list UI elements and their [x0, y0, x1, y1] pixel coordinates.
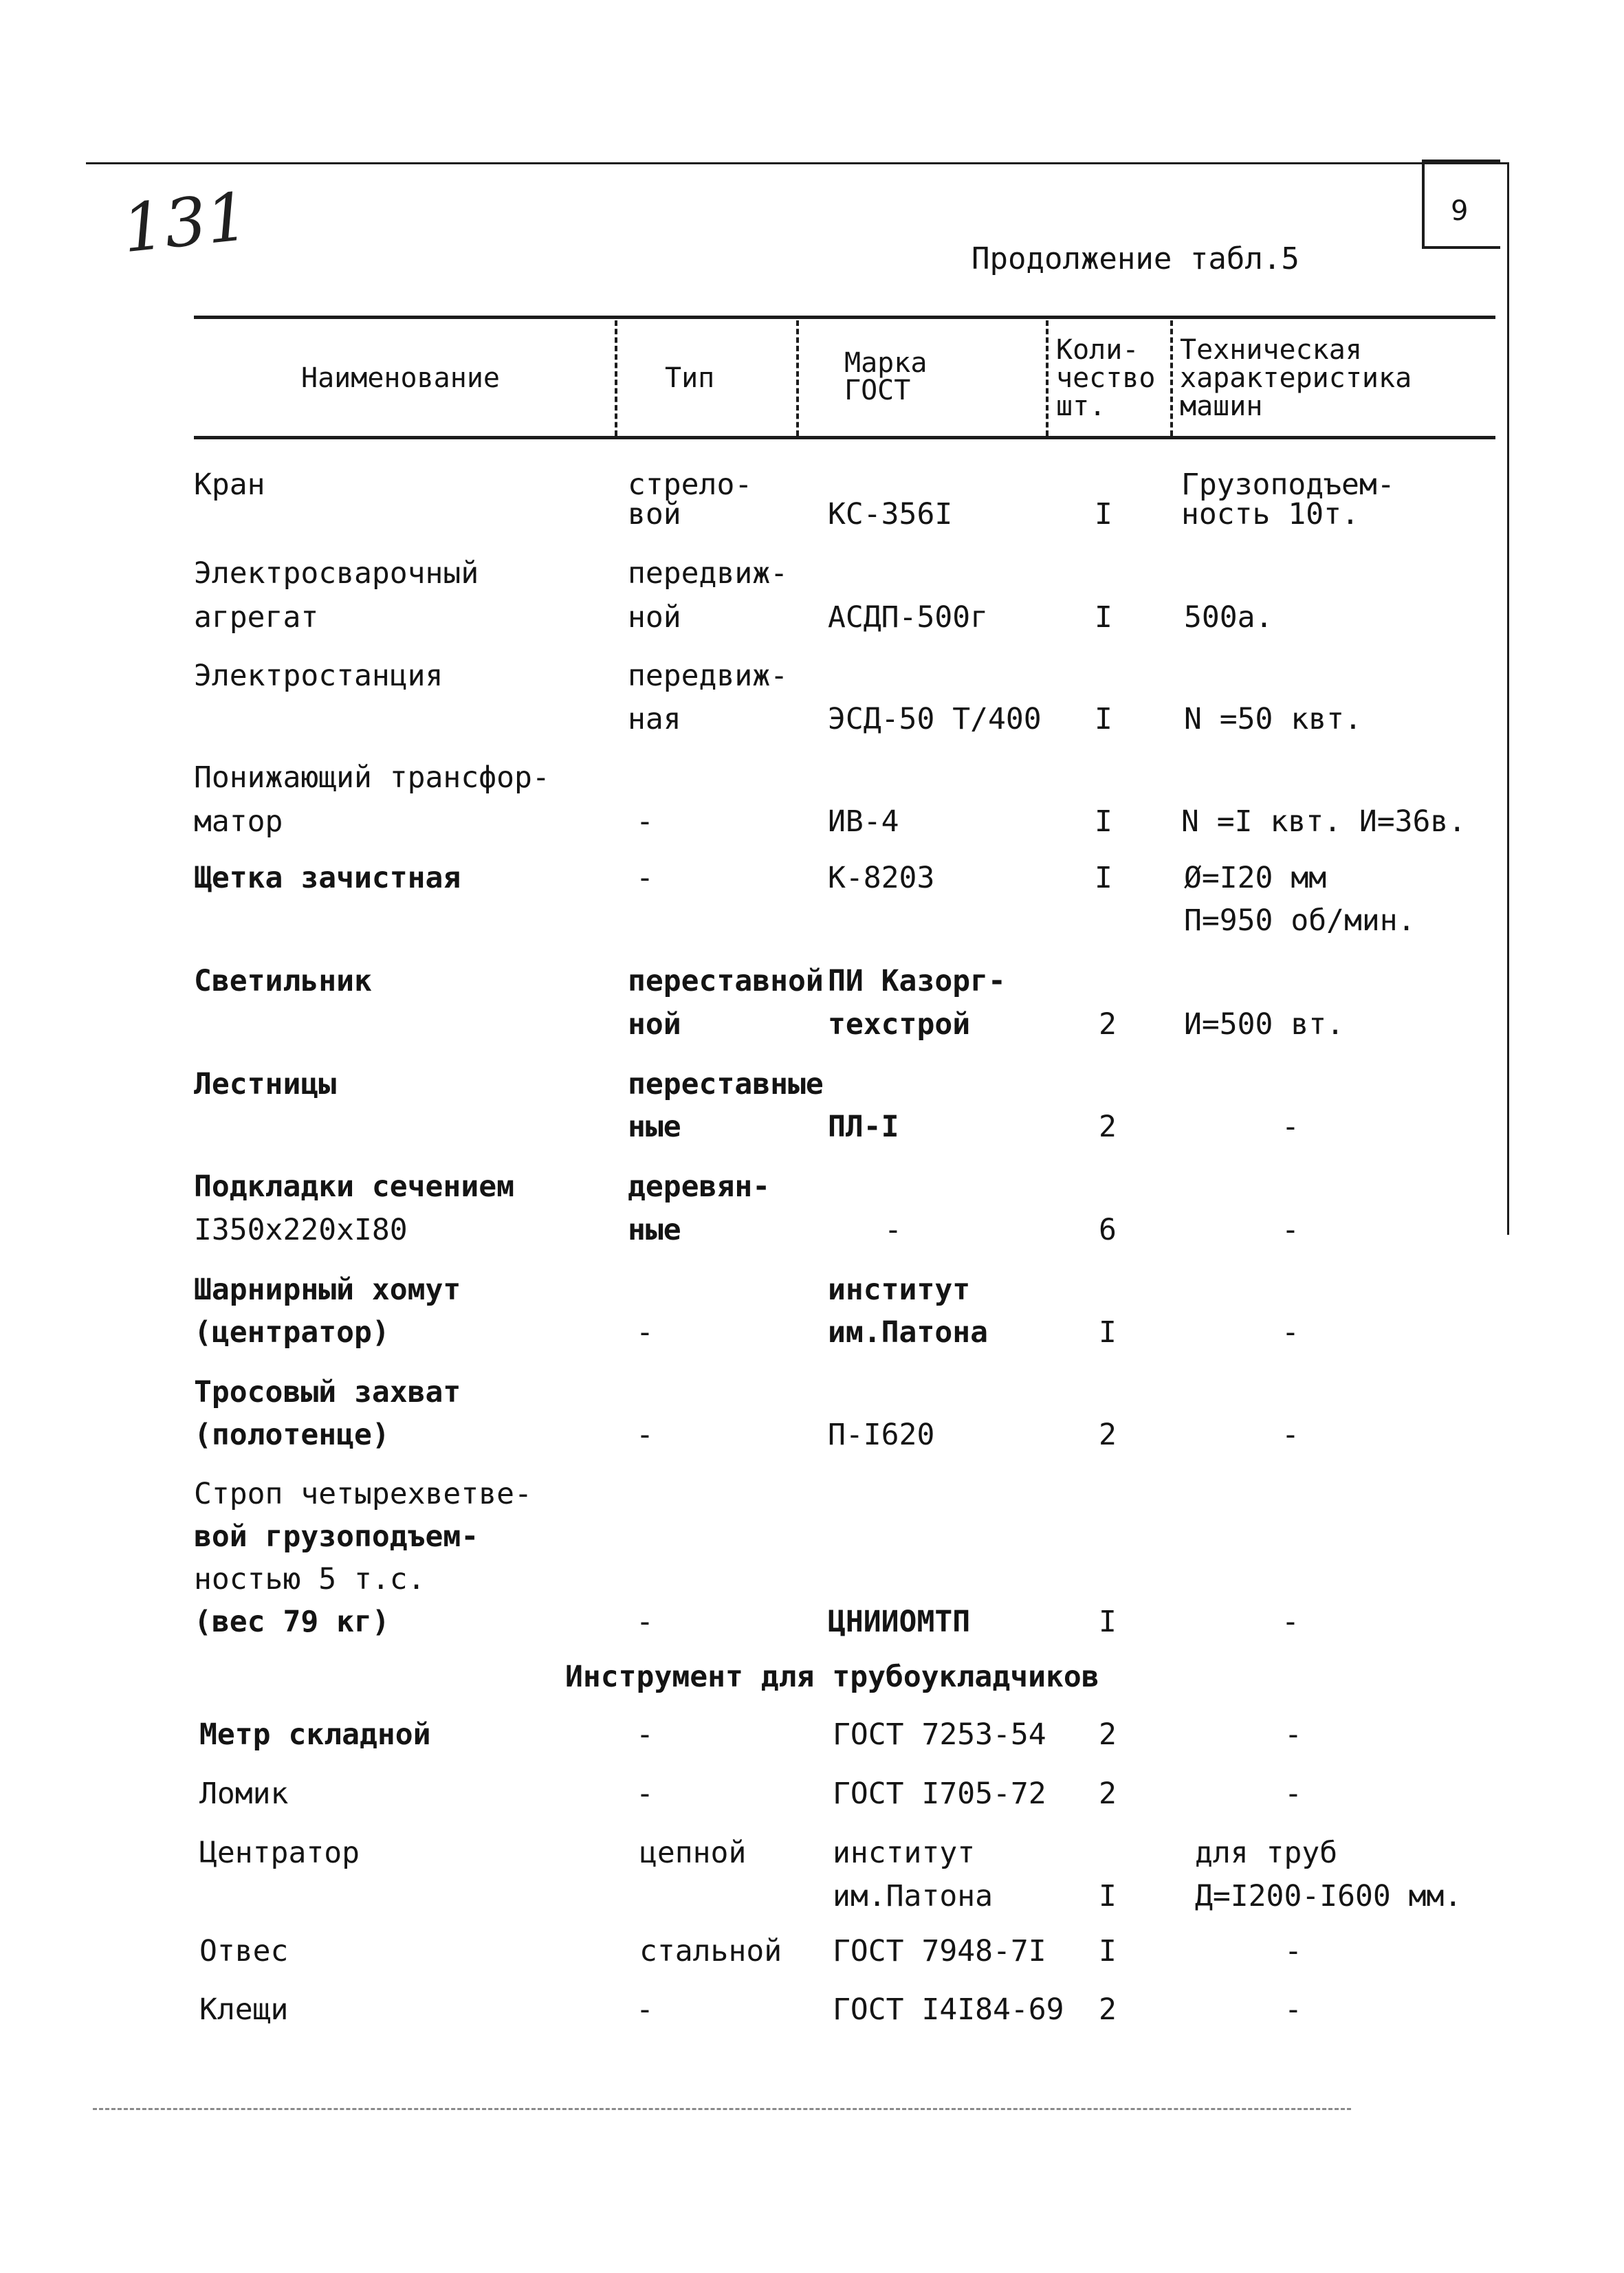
row-9-name-2: (полотенце) [194, 1418, 390, 1452]
row-0-type-2: вой [628, 497, 681, 531]
row-9-qty: 2 [1099, 1418, 1117, 1452]
row-6-type-2: ные [628, 1110, 681, 1144]
section-row-0-tech: - [1284, 1717, 1302, 1752]
section-row-4-tech: - [1284, 1992, 1302, 2027]
header-qty-2: чество [1056, 362, 1156, 394]
row-4-mark: К-8203 [828, 861, 935, 895]
section-row-3-name: Отвес [199, 1934, 289, 1968]
row-3-tech: N =I квт. И=36в. [1181, 804, 1467, 839]
section-row-0-name: Метр складной [199, 1717, 431, 1752]
handwritten-page-number: 131 [118, 177, 252, 268]
row-3-type: - [636, 804, 654, 839]
row-0-qty: I [1095, 497, 1112, 531]
table-header-bottom-rule [194, 436, 1495, 439]
row-0-tech-2: ность 10т. [1181, 497, 1359, 531]
section-row-2-qty: I [1099, 1879, 1117, 1913]
section-row-4-qty: 2 [1099, 1992, 1117, 2027]
row-4-qty: I [1095, 861, 1112, 895]
row-2-mark: ЭСД-50 Т/400 [828, 702, 1042, 736]
row-10-name-3: ностью 5 т.с. [194, 1562, 426, 1596]
row-4-type: - [636, 861, 654, 895]
header-divider-3 [1046, 320, 1049, 436]
header-tech-2: характеристика [1180, 362, 1412, 394]
row-1-tech: 500а. [1184, 600, 1273, 635]
section-row-1-tech: - [1284, 1777, 1302, 1811]
section-row-3-mark: ГОСТ 7948-7I [833, 1934, 1046, 1968]
section-row-4-name: Клещи [199, 1992, 289, 2027]
row-4-tech-1: Ø=I20 мм [1184, 861, 1327, 895]
row-5-name: Светильник [194, 964, 372, 998]
row-0-name: Кран [194, 468, 265, 502]
row-1-qty: I [1095, 600, 1112, 635]
row-8-name-1: Шарнирный хомут [194, 1273, 461, 1307]
row-8-mark-1: институт [828, 1273, 971, 1307]
row-9-name-1: Тросовый захват [194, 1375, 461, 1409]
row-7-qty: 6 [1099, 1213, 1117, 1247]
section-row-3-type: стальной [639, 1934, 782, 1968]
row-6-name: Лестницы [194, 1067, 337, 1101]
row-4-tech-2: П=950 об/мин. [1184, 903, 1416, 938]
row-10-mark: ЦНИИОМТП [828, 1605, 971, 1639]
section-row-4-type: - [636, 1992, 654, 2027]
row-2-name: Электростанция [194, 659, 443, 693]
section-row-2-name: Центратор [199, 1836, 360, 1870]
row-2-type-1: передвиж- [628, 659, 788, 693]
section-row-0-mark: ГОСТ 7253-54 [833, 1717, 1046, 1752]
top-rule [86, 162, 1509, 164]
row-3-name-1: Понижающий трансфор- [194, 760, 550, 795]
row-3-name-2: матор [194, 804, 283, 839]
table-top-rule [194, 316, 1495, 319]
row-7-type-1: деревян- [628, 1170, 771, 1204]
row-8-qty: I [1099, 1315, 1117, 1350]
row-7-type-2: ные [628, 1213, 681, 1247]
header-qty-3: шт. [1056, 391, 1106, 422]
row-1-name-2: агрегат [194, 600, 319, 635]
header-mark-1: Марка [844, 347, 928, 379]
header-qty-1: Коли- [1056, 334, 1139, 366]
row-6-mark: ПЛ-I [828, 1110, 899, 1144]
section-title: Инструмент для трубоукладчиков [565, 1660, 1099, 1694]
row-10-name-1: Строп четырехветве- [194, 1477, 532, 1511]
row-8-tech: - [1282, 1315, 1299, 1350]
row-5-type-2: ной [628, 1007, 681, 1042]
header-type: Тип [665, 362, 715, 394]
row-6-type-1: переставные [628, 1067, 824, 1101]
row-7-tech: - [1282, 1213, 1299, 1247]
row-9-mark: П-I620 [828, 1418, 935, 1452]
section-row-2-tech-2: Д=I200-I600 мм. [1195, 1879, 1462, 1913]
row-0-type-1: стрело- [628, 468, 753, 502]
bottom-faint-rule [93, 2108, 1351, 2110]
continuation-caption: Продолжение табл.5 [972, 241, 1299, 276]
row-5-type-1: переставной [628, 964, 824, 998]
row-2-tech: N =50 квт. [1184, 702, 1362, 736]
header-divider-2 [796, 320, 799, 436]
row-10-name-4: (вес 79 кг) [194, 1605, 390, 1639]
row-8-mark-2: им.Патона [828, 1315, 988, 1350]
row-6-tech: - [1282, 1110, 1299, 1144]
row-9-tech: - [1282, 1418, 1299, 1452]
header-tech-1: Техническая [1180, 334, 1362, 366]
row-7-name-1: Подкладки сечением [194, 1170, 514, 1204]
section-row-2-type: цепной [639, 1836, 747, 1870]
row-3-mark: ИВ-4 [828, 804, 899, 839]
row-5-tech: И=500 вт. [1184, 1007, 1344, 1042]
row-8-name-2: (центратор) [194, 1315, 390, 1350]
row-7-mark: - [884, 1213, 902, 1247]
row-5-qty: 2 [1099, 1007, 1117, 1042]
row-5-mark-2: техстрой [828, 1007, 971, 1042]
header-mark-2: ГОСТ [844, 375, 911, 406]
header-name: Наименование [301, 362, 500, 394]
row-0-tech-1: Грузоподъем- [1181, 468, 1395, 502]
row-10-type: - [636, 1605, 654, 1639]
section-row-1-name: Ломик [199, 1777, 289, 1811]
section-row-0-type: - [636, 1717, 654, 1752]
page-number: 9 [1451, 195, 1469, 227]
header-divider-4 [1170, 320, 1173, 436]
section-row-1-type: - [636, 1777, 654, 1811]
row-1-name-1: Электросварочный [194, 556, 479, 591]
section-row-2-mark-1: институт [833, 1836, 976, 1870]
section-row-1-mark: ГОСТ I705-72 [833, 1777, 1046, 1811]
row-1-type-2: ной [628, 600, 681, 635]
row-6-qty: 2 [1099, 1110, 1117, 1144]
row-2-type-2: ная [628, 702, 681, 736]
right-border [1507, 162, 1509, 1235]
section-row-2-mark-2: им.Патона [833, 1879, 993, 1913]
row-10-tech: - [1282, 1605, 1299, 1639]
row-5-mark-1: ПИ Казорг- [828, 964, 1006, 998]
section-row-3-qty: I [1099, 1934, 1117, 1968]
row-10-qty: I [1099, 1605, 1117, 1639]
row-1-type-1: передвиж- [628, 556, 788, 591]
section-row-2-tech-1: для труб [1195, 1836, 1338, 1870]
section-row-1-qty: 2 [1099, 1777, 1117, 1811]
section-row-4-mark: ГОСТ I4I84-69 [833, 1992, 1064, 2027]
header-tech-3: машин [1180, 391, 1263, 422]
section-row-3-tech: - [1284, 1934, 1302, 1968]
row-2-qty: I [1095, 702, 1112, 736]
row-3-qty: I [1095, 804, 1112, 839]
row-0-mark: КС-356I [828, 497, 953, 531]
row-1-mark: АСДП-500г [828, 600, 988, 635]
header-divider-1 [615, 320, 617, 436]
row-4-name: Щетка зачистная [194, 861, 461, 895]
section-row-0-qty: 2 [1099, 1717, 1117, 1752]
row-8-type: - [636, 1315, 654, 1350]
row-9-type: - [636, 1418, 654, 1452]
row-10-name-2: вой грузоподъем- [194, 1519, 479, 1554]
row-7-name-2: I350х220хI80 [194, 1213, 408, 1247]
